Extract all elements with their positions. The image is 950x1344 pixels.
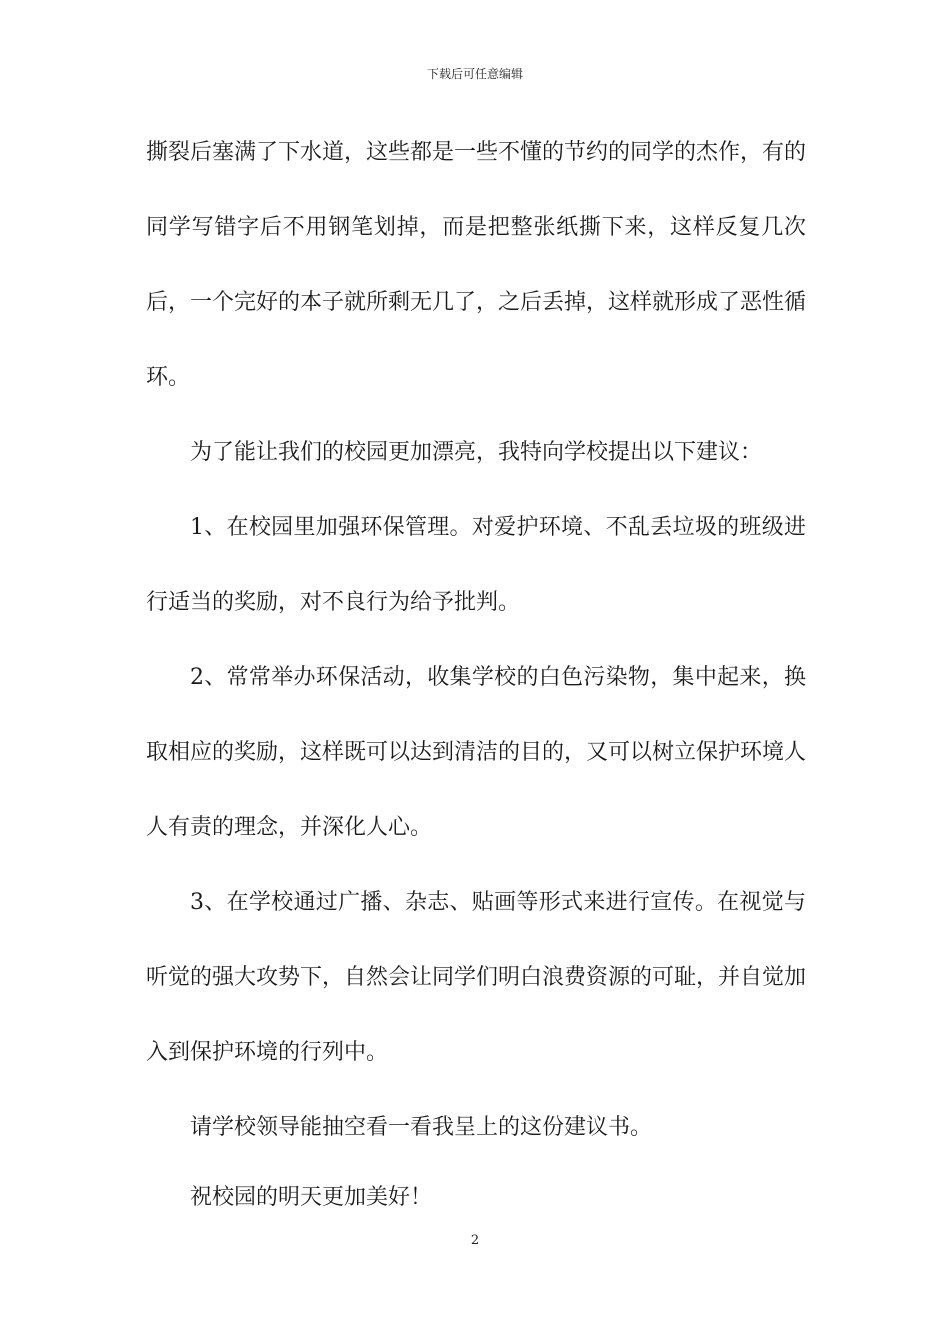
page-header: 下载后可任意编辑: [426, 67, 523, 81]
paragraph-suggestion-3: 3、在学校通过广播、杂志、贴画等形式来进行宣传。在视觉与听觉的强大攻势下，自然会让同学们明白浪费资源的可耻，并自觉加入到保护环境的行列中。: [146, 890, 807, 1065]
paragraph-request: 请学校领导能抽空看一看我呈上的这份建议书。: [190, 1115, 653, 1140]
paragraph-closing-wish: 祝校园的明天更加美好！: [190, 1185, 433, 1210]
paragraph-suggestion-2: 2、常常举办环保活动，收集学校的白色污染物，集中起来，换取相应的奖励，这样既可以达到清洁的目的，又可以树立保护环境人人有责的理念，并深化人心。: [146, 665, 807, 840]
paragraph-suggestion-1: 1、在校园里加强环保管理。对爱护环境、不乱丢垃圾的班级进行适当的奖励，对不良行为给予批判。: [146, 515, 806, 615]
paragraph-continuation: 撕裂后塞满了下水道，这些都是一些不懂的节约的同学的杰作，有的同学写错字后不用钢笔划掉，而是把整张纸撕下来，这样反复几次后，一个完好的本子就所剩无几了，之后丢掉，这样就形成了恶性循环。: [146, 140, 807, 390]
paragraph-intro-suggestions: 为了能让我们的校园更加漂亮，我特向学校提出以下建议：: [190, 440, 763, 465]
page-number: 2: [470, 1233, 480, 1248]
